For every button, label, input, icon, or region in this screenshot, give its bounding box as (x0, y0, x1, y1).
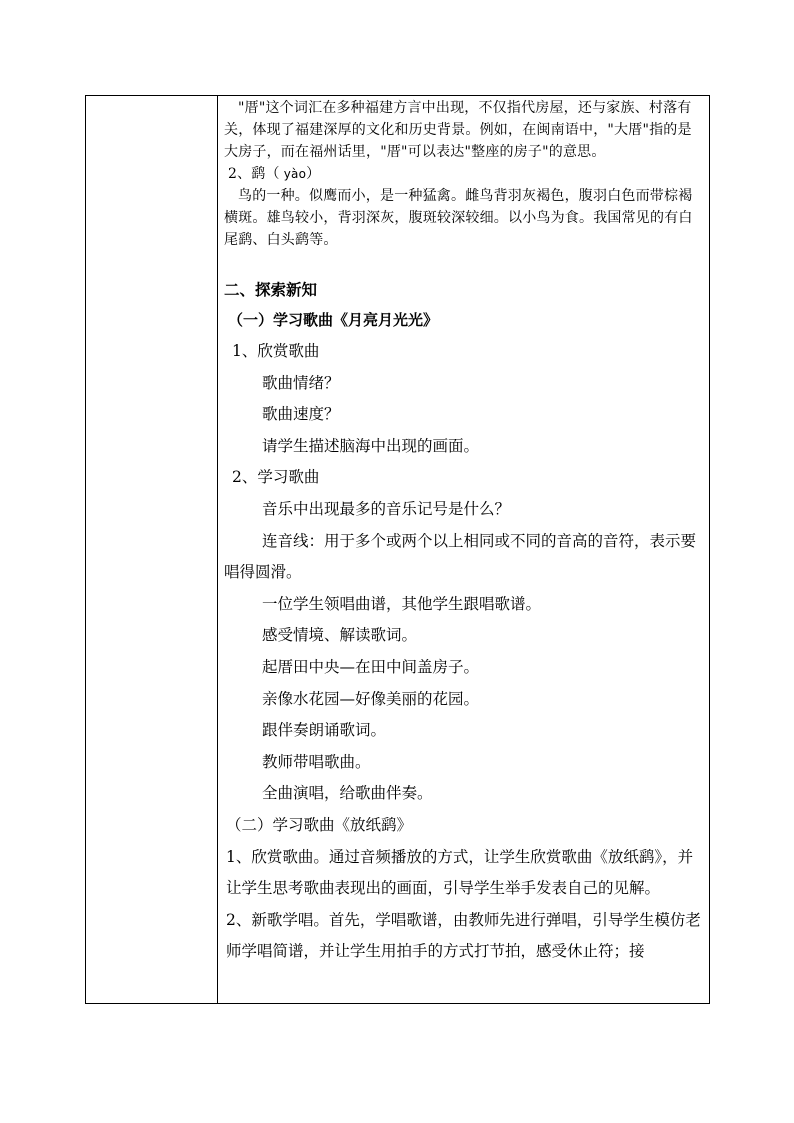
part-2-title: （二）学习歌曲《放纸鹞》 (226, 815, 413, 834)
step-1-heading: 1、欣赏歌曲 (232, 342, 320, 360)
question-line: 音乐中出现最多的音乐记号是什么？ (262, 499, 511, 518)
part-1-body (224, 336, 701, 810)
instruction-line: 教师带唱歌曲。 (262, 752, 371, 771)
section-title: 二、探索新知 (224, 280, 318, 299)
question-line: 歌曲速度？ (262, 405, 340, 424)
lyric-line: 亲像水花园—好像美丽的花园。 (262, 689, 480, 708)
table-content-cell (218, 96, 710, 1004)
item-2-label: 2、鹞（ (228, 166, 280, 182)
part-2-paragraph-1: 1、欣赏歌曲。通过音频播放的方式，让学生欣赏歌曲《放纸鹞》，并让学生思考歌曲表现出的画面，引导学生举手发表自己的见解。 (226, 847, 694, 898)
table-row (86, 96, 710, 1004)
definition-paragraph: 鸟的一种。似鹰而小，是一种猛禽。雌鸟背羽灰褐色，腹羽白色而带棕褐横斑。雄鸟较小，背羽深灰，腹斑较深较细。以小鸟为食。我国常见的有白尾鹞、白头鹞等。 (224, 188, 693, 248)
question-line: 歌曲情绪？ (262, 373, 340, 392)
item-2-heading (224, 163, 701, 185)
instruction-line: 全曲演唱，给歌曲伴奏。 (262, 784, 433, 803)
intro-paragraph: "厝"这个词汇在多种福建方言中出现，不仅指代房屋，还与家族、村落有关，体现了福建深厚的文化和历史背景。例如，在闽南语中，"大厝"指的是大房子，而在福州话里，"厝"可以表达"整座的房子"的意思。 (224, 100, 692, 160)
question-line: 请学生描述脑海中出现的画面。 (262, 436, 480, 455)
item-2-close: ） (306, 166, 321, 182)
cell-content (218, 97, 709, 968)
table-left-cell (86, 96, 218, 1004)
step-2-heading: 2、学习歌曲 (232, 468, 320, 487)
instruction-line: 跟伴奏朗诵歌词。 (262, 721, 387, 740)
instruction-line: 一位学生领唱曲谱，其他学生跟唱歌谱。 (262, 594, 542, 613)
item-2-pinyin: yào (279, 167, 307, 181)
lesson-plan-table (85, 95, 710, 1004)
definition-line: 连音线：用于多个或两个以上相同或不同的音高的音符，表示要唱得圆滑。 (224, 531, 697, 582)
part-1-title: （一）学习歌曲《月亮月光光》 (228, 311, 439, 329)
lyric-line: 起厝田中央—在田中间盖房子。 (262, 657, 480, 676)
part-2-paragraph-2: 2、新歌学唱。首先，学唱歌谱，由教师先进行弹唱，引导学生模仿老师学唱简谱，并让学生用拍手的方式打节拍，感受休止符；接 (226, 910, 701, 961)
instruction-line: 感受情境、解读歌词。 (262, 626, 418, 645)
